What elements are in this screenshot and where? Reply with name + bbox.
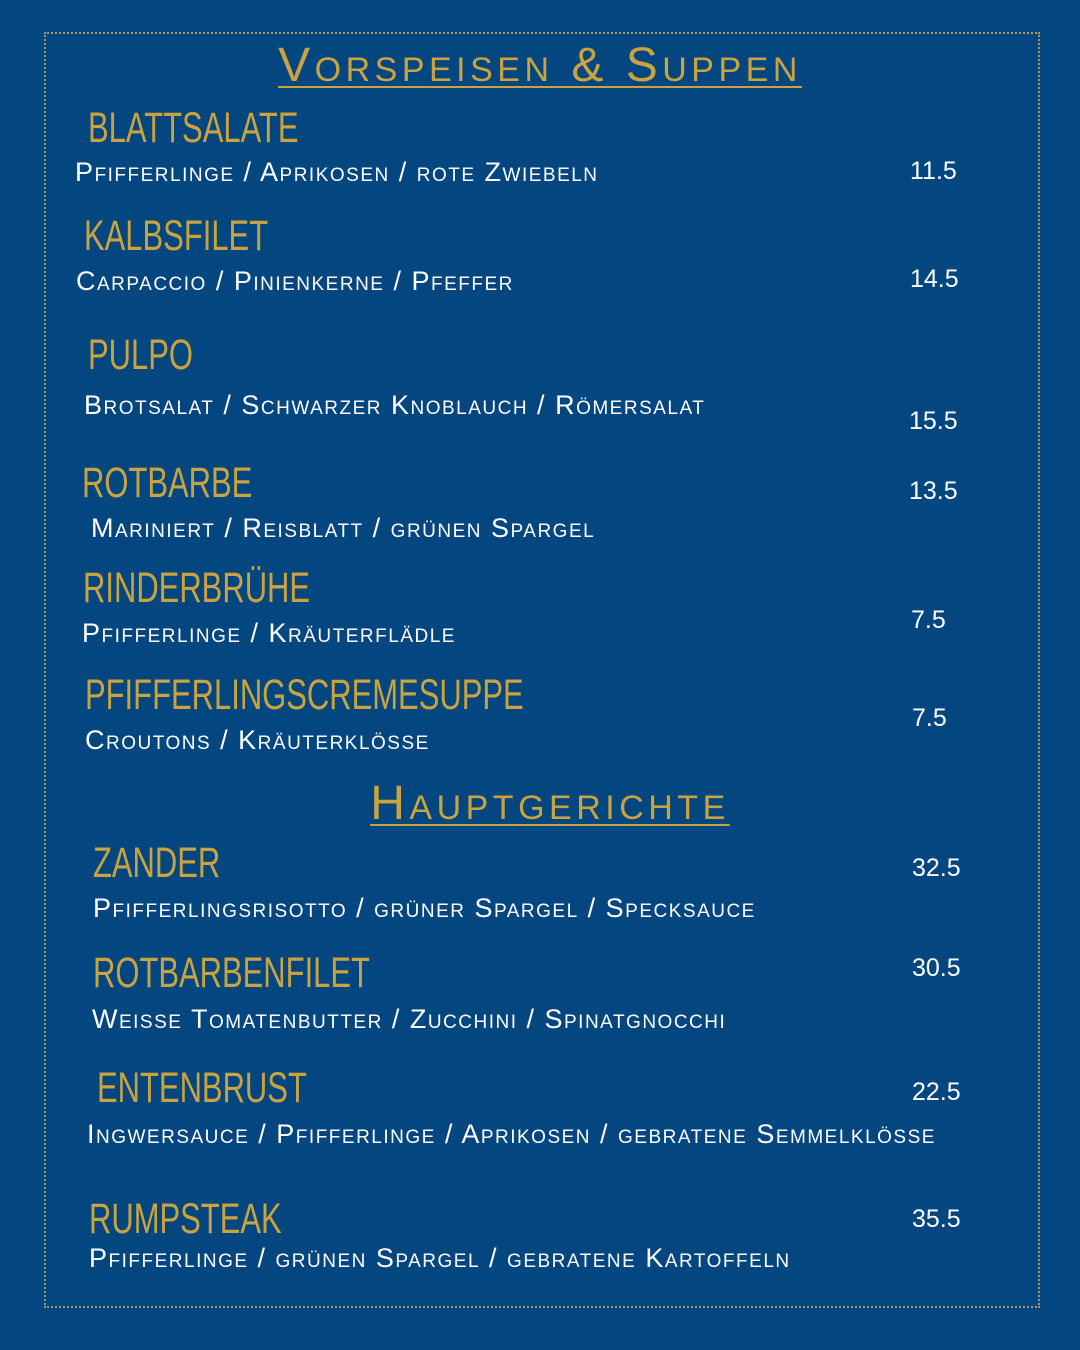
menu-item-price: 14.5 (910, 265, 959, 293)
menu-item-description: Pfifferlinge / grünen Spargel / gebratene Kartoffeln (89, 1243, 791, 1273)
menu-item-price: 30.5 (912, 954, 961, 982)
menu-item-name: PULPO (88, 331, 193, 379)
menu-item-description: Brotsalat / Schwarzer Knoblauch / Römersalat (84, 390, 706, 420)
menu-item-name: ROTBARBE (82, 459, 253, 507)
menu-item-name: KALBSFILET (84, 212, 269, 260)
menu-item-price: 15.5 (909, 407, 958, 435)
menu-item-price: 7.5 (911, 606, 946, 634)
section-title-starters (90, 39, 990, 92)
section-title-text: Hauptgerichte (370, 777, 730, 830)
menu-item-price: 22.5 (912, 1078, 961, 1106)
menu-item-name: ROTBARBENFILET (93, 949, 370, 997)
menu-item-description: Pfifferlingsrisotto / grüner Spargel / Specksauce (93, 893, 756, 923)
menu-item-description: Mariniert / Reisblatt / grünen Spargel (91, 513, 596, 543)
menu-item-price: 32.5 (912, 854, 961, 882)
menu-item-description: Carpaccio / Pinienkerne / Pfeffer (76, 266, 514, 296)
menu-item-description: Weisse Tomatenbutter / Zucchini / Spinatgnocchi (92, 1004, 727, 1034)
menu-item-price: 35.5 (912, 1205, 961, 1233)
menu-item-price: 7.5 (912, 704, 947, 732)
menu-item-description: Croutons / Kräuterklösse (85, 725, 430, 755)
menu-item-price: 13.5 (909, 477, 958, 505)
menu-item-name: BLATTSALATE (88, 104, 299, 152)
menu-item-description: Ingwersauce / Pfifferlinge / Aprikosen / gebratene Semmelklösse (87, 1119, 936, 1149)
menu-item-name: RINDERBRÜHE (83, 564, 311, 612)
section-title-mains (100, 777, 1000, 830)
menu-item-name: ZANDER (93, 839, 221, 887)
menu-item-description: Pfifferlinge / Kräuterflädle (82, 618, 456, 648)
menu-item-name: ENTENBRUST (97, 1064, 307, 1112)
menu-item-description: Pfifferlinge / Aprikosen / rote Zwiebeln (75, 157, 599, 187)
menu-item-price: 11.5 (910, 157, 957, 185)
menu-item-name: PFIFFERLINGSCREMESUPPE (85, 671, 524, 719)
section-title-text: Vorspeisen & Suppen (278, 39, 802, 92)
menu-item-name: RUMPSTEAK (89, 1195, 282, 1243)
